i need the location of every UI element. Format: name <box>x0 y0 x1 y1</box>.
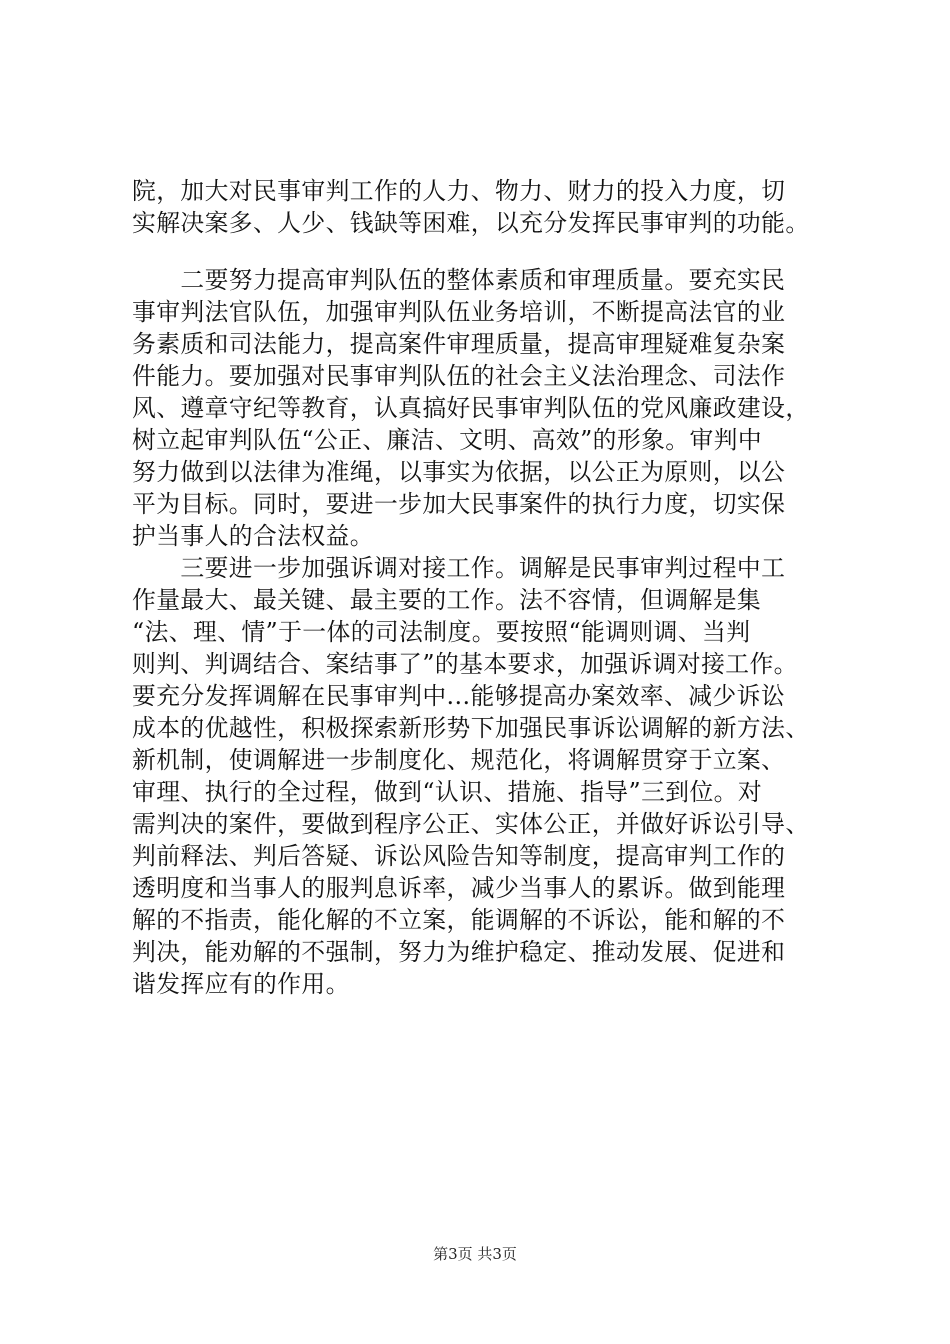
body-line: 风、遵章守纪等教育，认真搞好民事审判队伍的党风廉政建设， <box>132 394 810 422</box>
body-line: 要充分发挥调解在民事审判中...能够提高办案效率、减少诉讼 <box>132 682 786 710</box>
body-line: 审理、执行的全过程，做到“认识、措施、指导”三到位。对 <box>132 778 763 806</box>
body-line: 努力做到以法律为准绳，以事实为依据，以公正为原则，以公 <box>132 458 786 486</box>
body-line: 事审判法官队伍，加强审判队伍业务培训，不断提高法官的业 <box>132 298 786 326</box>
body-line: 平为目标。同时，要进一步加大民事案件的执行力度，切实保 <box>132 490 786 518</box>
page-number-footer: 第3页 共3页 <box>433 1245 517 1263</box>
body-line: 判前释法、判后答疑、诉讼风险告知等制度，提高审判工作的 <box>132 842 786 870</box>
body-line: “法、理、情”于一体的司法制度。要按照“能调则调、当判 <box>132 618 751 646</box>
body-line: 院，加大对民事审判工作的人力、物力、财力的投入力度，切 <box>132 177 786 205</box>
body-line: 需判决的案件，要做到程序公正、实体公正，并做好诉讼引导、 <box>132 810 810 838</box>
body-line: 作量最大、最关键、最主要的工作。法不容情，但调解是集 <box>132 586 762 614</box>
body-line: 三要进一步加强诉调对接工作。调解是民事审判过程中工 <box>132 554 786 582</box>
body-line: 透明度和当事人的服判息诉率，减少当事人的累诉。做到能理 <box>132 874 786 902</box>
body-line: 树立起审判队伍“公正、廉洁、文明、高效”的形象。审判中 <box>132 426 763 454</box>
body-line: 判决，能劝解的不强制，努力为维护稳定、推动发展、促进和 <box>132 938 786 966</box>
body-line: 则判、判调结合、案结事了”的基本要求，加强诉调对接工作。 <box>132 650 798 678</box>
body-line: 件能力。要加强对民事审判队伍的社会主义法治理念、司法作 <box>132 362 786 390</box>
body-line: 实解决案多、人少、钱缺等困难，以充分发挥民事审判的功能。 <box>132 209 810 237</box>
body-line: 二要努力提高审判队伍的整体素质和审理质量。要充实民 <box>132 266 786 294</box>
body-line: 新机制，使调解进一步制度化、规范化，将调解贯穿于立案、 <box>132 746 786 774</box>
body-line: 谐发挥应有的作用。 <box>132 970 350 998</box>
body-line: 务素质和司法能力，提高案件审理质量，提高审理疑难复杂案 <box>132 330 786 358</box>
body-line: 解的不指责，能化解的不立案，能调解的不诉讼，能和解的不 <box>132 906 786 934</box>
body-line: 护当事人的合法权益。 <box>132 522 374 550</box>
body-line: 成本的优越性，积极探索新形势下加强民事诉讼调解的新方法、 <box>132 714 810 742</box>
